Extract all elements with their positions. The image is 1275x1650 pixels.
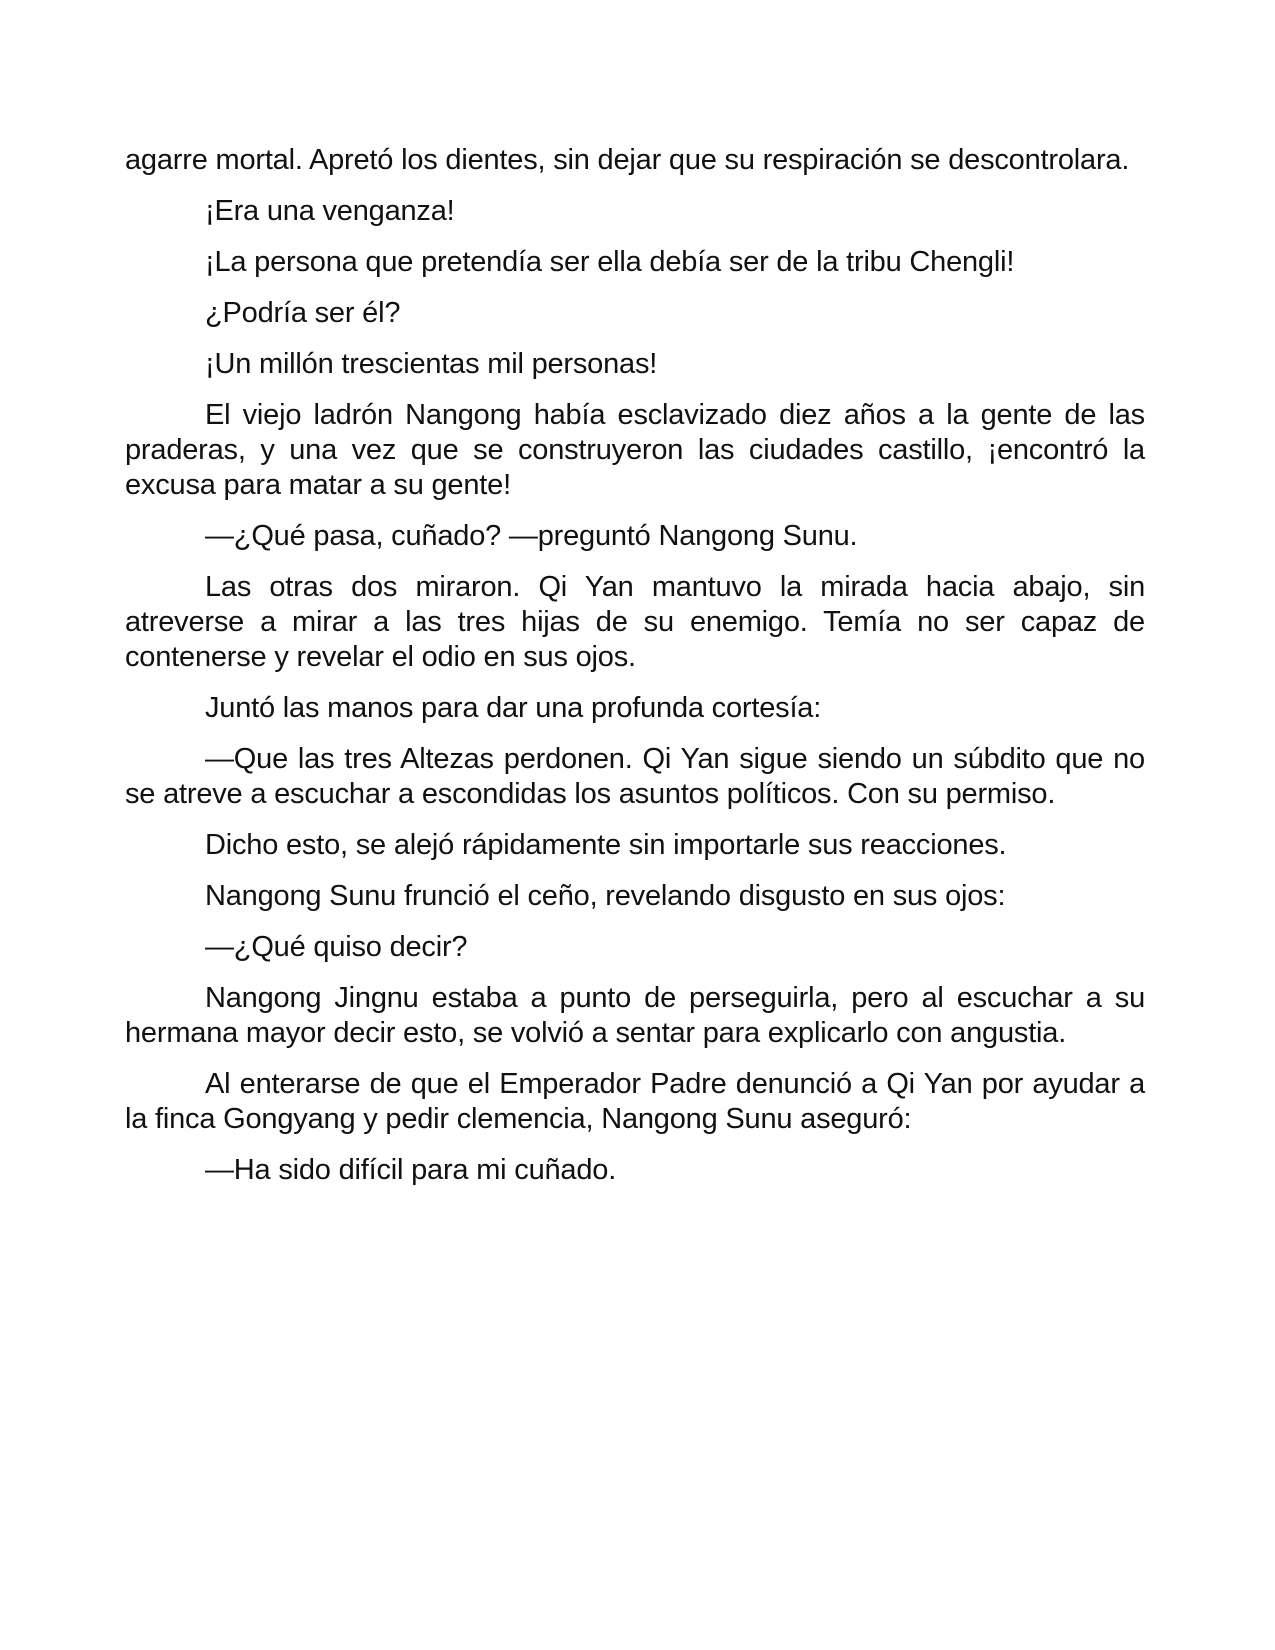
paragraph: ¡La persona que pretendía ser ella debía ser de la tribu Chengli! <box>205 246 1015 278</box>
paragraph: Juntó las manos para dar una profunda cortesía: <box>205 692 822 724</box>
paragraph: —¿Qué quiso decir? <box>205 931 468 963</box>
paragraph: El viejo ladrón Nangong había esclavizado diez años a la gente de las praderas, y una vez que se construyeron las ciudades castillo, ¡encontró la excusa para matar a su gente! <box>125 399 1145 501</box>
paragraph: Nangong Sunu frunció el ceño, revelando disgusto en sus ojos: <box>205 880 1006 912</box>
document-page <box>125 143 1145 1204</box>
paragraph: Las otras dos miraron. Qi Yan mantuvo la mirada hacia abajo, sin atreverse a mirar a las tres hijas de su enemigo. Temía no ser capaz de contenerse y revelar el odio en sus ojos. <box>125 571 1145 673</box>
paragraph: agarre mortal. Apretó los dientes, sin dejar que su respiración se descontrolara. <box>125 144 1130 176</box>
paragraph: —Que las tres Altezas perdonen. Qi Yan sigue siendo un súbdito que no se atreve a escuchar a escondidas los asuntos políticos. Con su permiso. <box>125 743 1145 810</box>
paragraph: Nangong Jingnu estaba a punto de perseguirla, pero al escuchar a su hermana mayor decir esto, se volvió a sentar para explicarlo con angustia. <box>125 982 1145 1049</box>
paragraph: Al enterarse de que el Emperador Padre denunció a Qi Yan por ayudar a la finca Gongyang y pedir clemencia, Nangong Sunu aseguró: <box>125 1068 1145 1135</box>
paragraph: —¿Qué pasa, cuñado? —preguntó Nangong Sunu. <box>205 520 858 552</box>
paragraph: Dicho esto, se alejó rápidamente sin importarle sus reacciones. <box>205 829 1007 861</box>
paragraph: —Ha sido difícil para mi cuñado. <box>205 1154 617 1186</box>
paragraph: ¡Un millón trescientas mil personas! <box>205 348 658 380</box>
paragraph: ¡Era una venganza! <box>205 195 455 227</box>
paragraph: ¿Podría ser él? <box>205 297 401 329</box>
